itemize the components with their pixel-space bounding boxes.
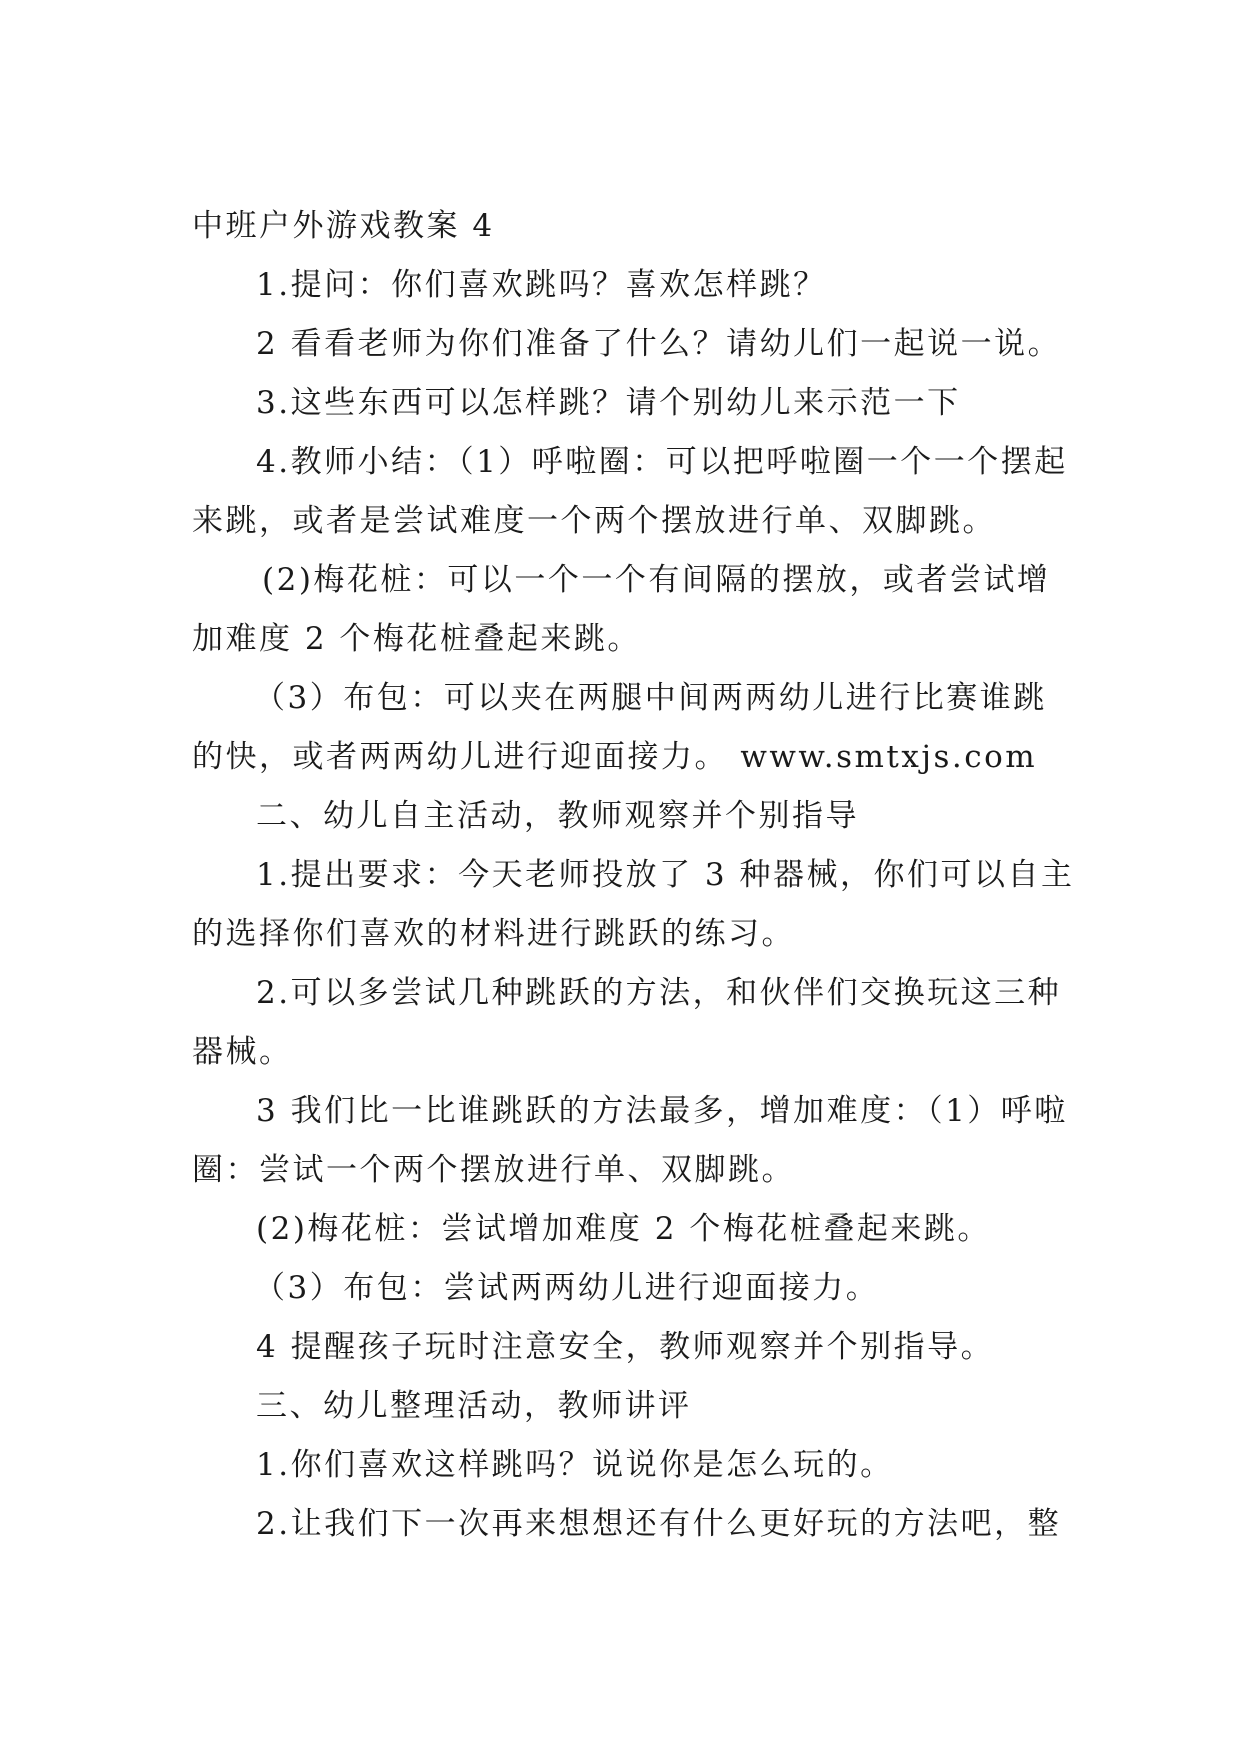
paragraph-line: 的快，或者两两幼儿进行迎面接力。 www.smtxjs.com [192, 739, 1038, 775]
paragraph-line: （3）布包：尝试两两幼儿进行迎面接力。 [254, 1270, 880, 1306]
paragraph-line: 器械。 [192, 1034, 293, 1070]
paragraph-line: 加难度 2 个梅花桩叠起来跳。 [192, 621, 641, 657]
section-heading: 三、幼儿整理活动，教师讲评 [256, 1388, 692, 1424]
document-title: 中班户外游戏教案 4 [192, 208, 495, 244]
paragraph-line: (2)梅花桩：尝试增加难度 2 个梅花桩叠起来跳。 [256, 1211, 991, 1247]
paragraph-line: 4.教师小结：（1）呼啦圈：可以把呼啦圈一个一个摆起 [256, 444, 1068, 480]
paragraph-line: 4 提醒孩子玩时注意安全，教师观察并个别指导。 [256, 1329, 995, 1365]
paragraph-line: 1.提出要求：今天老师投放了 3 种器械，你们可以自主 [256, 857, 1075, 893]
paragraph-line: （3）布包：可以夹在两腿中间两两幼儿进行比赛谁跳 [254, 680, 1047, 716]
paragraph-line: 3.这些东西可以怎样跳？请个别幼儿来示范一下 [256, 385, 961, 421]
paragraph-line: 圈：尝试一个两个摆放进行单、双脚跳。 [192, 1152, 795, 1188]
paragraph-line: 来跳，或者是尝试难度一个两个摆放进行单、双脚跳。 [192, 503, 996, 539]
paragraph-line: 的选择你们喜欢的材料进行跳跃的练习。 [192, 916, 795, 952]
paragraph-line: 2.可以多尝试几种跳跃的方法，和伙伴们交换玩这三种 [256, 975, 1062, 1011]
paragraph-line: 1.你们喜欢这样跳吗？说说你是怎么玩的。 [256, 1447, 894, 1483]
paragraph-line: 2 看看老师为你们准备了什么？请幼儿们一起说一说。 [256, 326, 1062, 362]
paragraph-line: (2)梅花桩：可以一个一个有间隔的摆放，或者尝试增 [262, 562, 1051, 598]
section-heading: 二、幼儿自主活动，教师观察并个别指导 [256, 798, 859, 834]
paragraph-line: 1.提问：你们喜欢跳吗？喜欢怎样跳？ [256, 267, 827, 303]
paragraph-line: 2.让我们下一次再来想想还有什么更好玩的方法吧，整 [256, 1506, 1062, 1542]
paragraph-line: 3 我们比一比谁跳跃的方法最多，增加难度：（1）呼啦 [256, 1093, 1068, 1129]
